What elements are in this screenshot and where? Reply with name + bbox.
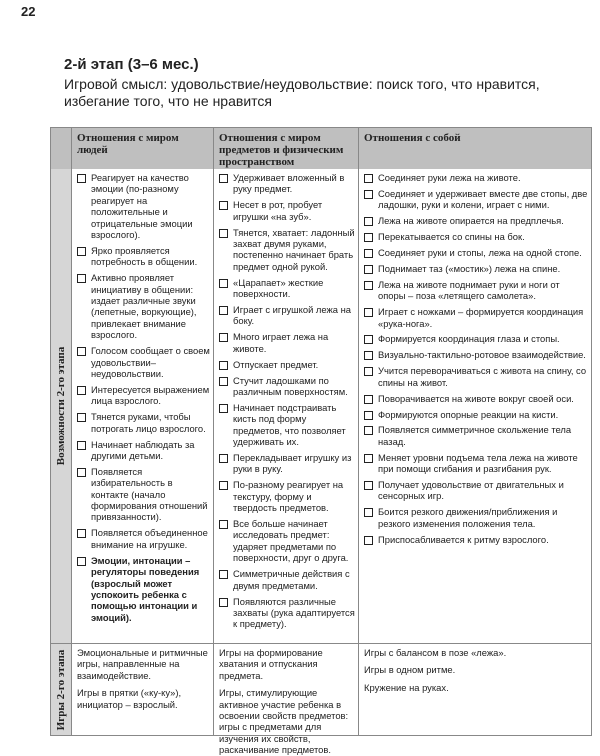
checkbox-icon[interactable] [364,426,373,435]
checklist-item [364,409,588,420]
checkbox-icon[interactable] [364,411,373,420]
checklist-item [77,384,210,407]
checklist-item-text: По-разному реагирует на текстуру, форму и твердость предметов. [233,479,344,514]
header-objects: Отношения с миром предметов и физическим пространством [213,128,358,169]
checklist-item-text: Лежа на животе опирается на предплечья. [378,215,564,227]
checklist-item-text: Активно проявляет инициативу в общении: издает различные звуки (лепетные, воркующие), привлекает внимание взрослого. [91,272,197,341]
table-header-row [51,128,591,170]
game-item: Игры с балансом в позе «лежа». [364,647,507,658]
checklist-item-text: Удерживает вложенный в руку предмет. [233,172,345,195]
development-table [50,127,592,756]
checkbox-icon[interactable] [364,265,373,274]
section-label-games [51,644,72,735]
checklist-item-text: Тянется руками, чтобы потрогать лицо взрослого. [91,411,206,434]
checklist-item-text: Стучит ладошками по различным поверхностям. [233,374,348,397]
checklist-item [219,375,355,398]
checkbox-icon[interactable] [364,174,373,183]
checklist-item-text: Визуально-тактильно-ротовое взаимодействие. [378,349,586,361]
checklist-item [219,568,355,591]
checkbox-icon[interactable] [219,306,228,315]
checkbox-icon[interactable] [364,308,373,317]
header-self: Отношения с собой [358,128,591,169]
games-column-objects [213,644,358,756]
checklist-item [364,479,588,502]
checklist-item [364,506,588,529]
checklist-item [77,172,210,240]
checkbox-icon[interactable] [219,454,228,463]
checklist-item [219,331,355,354]
checkbox-icon[interactable] [364,508,373,517]
checkbox-icon[interactable] [364,536,373,545]
abilities-column-self [358,169,591,643]
checkbox-icon[interactable] [77,274,86,283]
checklist-item-text: Поворачивается на животе вокруг своей оси. [378,392,574,404]
checklist-item [364,534,588,545]
checkbox-icon[interactable] [77,441,86,450]
checkbox-icon[interactable] [77,174,86,183]
checkbox-icon[interactable] [77,247,86,256]
checklist-item-text: Начинает наблюдать за другими детьми. [91,438,195,461]
games-column-people [71,644,213,735]
checklist-item [364,215,588,226]
checklist-item-text: Отпускает предмет. [233,358,319,370]
checkbox-icon[interactable] [219,174,228,183]
checklist-item [219,227,355,273]
checklist-item-text: Появляется избирательность в контакте (начало формирования отношений привязанности). [91,465,208,523]
checkbox-icon[interactable] [364,233,373,242]
checklist-item [77,466,210,523]
checklist-item-text: Поднимает таз («мостик») лежа на спине. [378,262,561,274]
checklist-item [364,263,588,274]
checklist-item [364,452,588,475]
checkbox-icon[interactable] [77,468,86,477]
checklist-item [219,596,355,630]
game-item: Игры в одном ритме. [364,664,456,676]
checkbox-icon[interactable] [219,201,228,210]
checklist-item [364,393,588,404]
checklist-item-text: Тянется, хватает: ладонный захват двумя руками, постепенно начинает брать предмет одной рукой. [233,226,355,272]
checklist-item [364,172,588,183]
checklist-item [364,349,588,360]
game-item: Игры в прятки («ку-ку»), инициатор – взрослый. [77,687,182,710]
abilities-column-objects [213,169,358,643]
checklist-item-text: Меняет уровни подъема тела лежа на животе при помощи сгибания и разгибания рук. [378,451,578,475]
game-item: Игры на формирование хватания и отпускания предмета. [219,647,323,681]
checklist-item-text: Получает удовольствие от двигательных и сенсорных игр. [378,479,564,502]
checkbox-icon[interactable] [219,377,228,386]
checkbox-icon[interactable] [364,454,373,463]
checkbox-icon[interactable] [364,335,373,344]
checkbox-icon[interactable] [219,598,228,607]
header-people: Отношения с миром людей [71,128,213,169]
checklist-item [364,365,588,388]
checklist-item-text: Интересуется выражением лица взрослого. [91,383,210,407]
checklist-item-text: Лежа на животе поднимает руки и ноги от опоры – поза «летящего самолета». [378,278,560,302]
checklist-item-text: Много играет лежа на животе. [233,331,329,354]
checkbox-icon[interactable] [77,347,86,356]
checkbox-icon[interactable] [364,481,373,490]
checklist-item-text: «Царапает» жесткие поверхности. [233,276,324,300]
stage-subtitle: Игровой смысл: удовольствие/неудовольствие: поиск того, что нравится, избегание того, что не нравится [64,76,540,109]
checklist-item-text: Приспосабливается к ритму взрослого. [378,533,549,545]
checkbox-icon[interactable] [364,217,373,226]
checkbox-icon[interactable] [219,279,228,288]
checklist-item-text: Эмоции, интонации – регуляторы поведения (взрослый может успокоить ребенка с помощью интонации и эмоций). [91,554,200,623]
checklist-item-text: Симметричные действия с двумя предметами. [233,568,350,591]
checkbox-icon[interactable] [219,520,228,529]
checkbox-icon[interactable] [219,404,228,413]
checkbox-icon[interactable] [219,229,228,238]
checklist-item [219,359,355,370]
checklist-item-text: Формируется координация глаза и стопы. [378,333,560,345]
checklist-item-text: Голосом сообщает о своем удовольствии–неудовольствии. [91,345,210,379]
checklist-item-text: Реагирует на качество эмоции (по-разному реагирует на положительные и отрицательные эмоции взрослого). [91,172,193,241]
checkbox-icon[interactable] [364,190,373,199]
checkbox-icon[interactable] [364,281,373,290]
section-label-games-text: Игры 2-го этапа [55,649,67,730]
checklist-item [219,199,355,222]
checklist-item-text: Соединяет руки и стопы, лежа на одной стопе. [378,247,582,259]
checklist-item [77,411,210,434]
checklist-item-text: Начинает подстраивать кисть под форму предметов, что позволяет удерживать их. [233,401,346,448]
checklist-item-text: Играет с ножками – формируется координация «рука-нога». [378,306,584,329]
checkbox-icon[interactable] [77,529,86,538]
checkbox-icon[interactable] [219,361,228,370]
checklist-item [364,424,588,447]
checkbox-icon[interactable] [77,386,86,395]
checklist-item-text: Появляются различные захваты (рука адаптируется к предмету). [233,595,355,630]
checklist-item [77,345,210,379]
checklist-item [219,402,355,448]
checkbox-icon[interactable] [77,557,86,566]
checklist-item [219,518,355,564]
checklist-item-text: Играет с игрушкой лежа на боку. [233,304,351,327]
checkbox-icon[interactable] [364,395,373,404]
game-item: Кружение на руках. [364,681,449,693]
abilities-column-people [71,169,213,643]
checklist-item [219,479,355,513]
checklist-item [364,188,588,211]
checklist-item-text: Формируются опорные реакции на кисти. [378,408,559,420]
section-label-abilities [51,169,72,643]
checklist-item [77,439,210,462]
games-column-self [358,644,591,735]
checklist-item [77,245,210,268]
page-number: 22 [21,4,36,19]
checklist-item-text: Соединяет руки лежа на животе. [378,172,521,183]
checkbox-icon[interactable] [219,481,228,490]
checklist-item-text: Перекладывает игрушку из руки в руку. [233,452,352,475]
checkbox-icon[interactable] [364,367,373,376]
checklist-item [364,231,588,242]
checklist-item-text: Ярко проявляется потребность в общении. [91,244,198,268]
checklist-item-text: Соединяет и удерживает вместе две стопы, две ладошки, руки и колени, играет с ними. [378,187,588,211]
checkbox-icon[interactable] [219,570,228,579]
checklist-item [77,527,210,550]
checklist-item [77,555,210,623]
checklist-item [219,304,355,327]
checklist-item-text: Учится переворачиваться с живота на спину, со спины на живот. [378,365,587,388]
checklist-item-text: Несет в рот, пробует игрушки «на зуб». [233,199,323,222]
checkbox-icon[interactable] [77,413,86,422]
checklist-item [364,306,588,329]
checklist-item [364,279,588,302]
checkbox-icon[interactable] [364,249,373,258]
game-item: Игры, стимулирующие активное участие ребенка в освоении свойств предметов: игры с предметами для изучения их свойств, раскачивание предметов. [219,687,349,756]
stage-title: 2-й этап (3–6 мес.) [64,56,199,73]
checklist-item-text: Все больше начинает исследовать предмет: ударяет предметами по поверхности, друг о друга. [233,518,349,564]
checklist-item [364,247,588,258]
checklist-item-text: Появляется объединенное внимание на игрушке. [91,527,208,550]
checklist-item [219,172,355,195]
section-label-abilities-text: Возможности 2-го этапа [55,346,67,466]
checklist-item-text: Перекатывается со спины на бок. [378,231,525,243]
checklist-item-text: Появляется симметричное скольжение тела назад. [378,424,572,447]
checkbox-icon[interactable] [364,351,373,360]
checklist-item [77,272,210,340]
checklist-item [364,333,588,344]
checklist-item [219,277,355,300]
checkbox-icon[interactable] [219,333,228,342]
checklist-item [219,452,355,475]
game-item: Эмоциональные и ритмичные игры, направленные на взаимодействие. [77,647,208,681]
checklist-item-text: Боится резкого движения/приближения и резкого изменения положения тела. [378,506,558,529]
